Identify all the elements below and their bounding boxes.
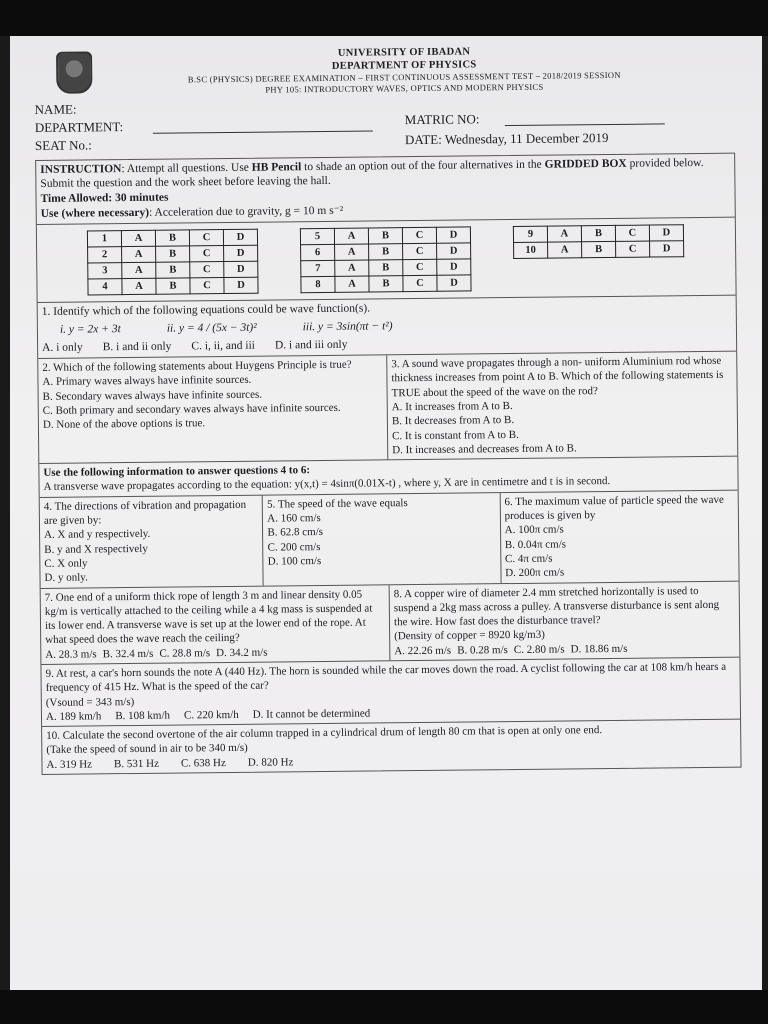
answer-grid-1-4 [87, 229, 259, 296]
candidate-info [35, 94, 736, 159]
instruction-block [36, 153, 735, 225]
grid-option-b[interactable]: B [368, 228, 402, 244]
info-heading: Use the following information to answer questions 4 to 6: [43, 464, 311, 480]
grid-option-a[interactable]: A [122, 262, 156, 278]
grid-option-b[interactable]: B [156, 278, 190, 294]
grid-option-d[interactable]: D [224, 277, 258, 293]
q5-option-d: D. 100 cm/s [267, 554, 322, 568]
q1-stem: 1. Identify which of the following equations could be wave function(s). [41, 302, 371, 319]
q8-density: (Density of copper = 8920 kg/m3) [394, 629, 545, 643]
gravity-note: : Acceleration due to gravity, g = 10 m s⁻² [149, 205, 344, 220]
q8-option-d: D. 18.86 m/s [570, 642, 628, 656]
answer-grid-9-10 [513, 224, 684, 259]
q6-option-a: A. 100π cm/s [504, 523, 564, 537]
department-underline [153, 130, 373, 133]
questions-7-8 [41, 581, 740, 665]
q8-option-c: C. 2.80 m/s [513, 643, 565, 656]
q10-option-b: B. 531 Hz [113, 757, 159, 770]
grid-num: 2 [88, 247, 122, 263]
q6-stem: 6. The maximum value of particle speed the wave produces is given by [504, 493, 724, 523]
q1-eq-i: i. y = 2x + 3t [59, 323, 121, 336]
grid-option-a[interactable]: A [121, 230, 155, 246]
grid-num: 8 [301, 277, 335, 293]
matric-underline [505, 123, 665, 126]
date-label: DATE: Wednesday, 11 December 2019 [404, 129, 609, 147]
grid-option-a[interactable]: A [335, 276, 369, 292]
grid-option-c[interactable]: C [190, 262, 224, 278]
questions-4-6 [40, 490, 739, 588]
bottom-black-border [0, 990, 768, 1024]
q6-option-d: D. 200π cm/s [505, 566, 565, 580]
q7-options [45, 644, 385, 662]
grid-num: 4 [88, 279, 122, 295]
q10-option-a: A. 319 Hz [46, 758, 93, 771]
grid-option-d[interactable]: D [649, 225, 683, 241]
grid-option-d[interactable]: D [223, 229, 257, 245]
use-label: Use (where necessary) [40, 207, 150, 221]
instruction-text-1: : Attempt all questions. Use [121, 161, 252, 175]
grid-option-a[interactable]: A [122, 278, 156, 294]
grid-num: 1 [87, 231, 121, 247]
seat-label: SEAT No.: [34, 136, 92, 153]
grid-num: 10 [514, 242, 548, 258]
q8-options [394, 640, 735, 658]
grid-option-c[interactable]: C [615, 225, 649, 241]
q5-option-b: B. 62.8 cm/s [267, 526, 324, 539]
q10-given: (Take the speed of sound in air to be 340 m/s) [46, 742, 248, 757]
grid-option-c[interactable]: C [402, 228, 436, 244]
grid-num: 9 [513, 226, 547, 242]
grid-option-d[interactable]: D [437, 243, 471, 259]
q4-option-a: A. X and y respectively. [44, 528, 151, 542]
department-label: DEPARTMENT: [34, 118, 124, 135]
instruction-label: INSTRUCTION [40, 162, 122, 176]
q8-option-a: A. 22.26 m/s [394, 644, 452, 657]
q3-option-d: D. It increases and decreases from A to B. [392, 442, 577, 457]
q1-option-c: C. i, ii, and iii [191, 339, 256, 353]
q4-option-d: D. y only. [44, 571, 88, 585]
grid-option-c[interactable]: C [189, 230, 223, 246]
exam-header [34, 43, 734, 98]
grid-option-a[interactable]: A [547, 226, 581, 242]
grid-option-a[interactable]: A [335, 260, 369, 276]
exam-sheet [34, 43, 742, 775]
q8-option-b: B. 0.28 m/s [457, 643, 508, 657]
grid-option-b[interactable]: B [369, 244, 403, 260]
exam-paper [10, 36, 762, 990]
q9-option-b: B. 108 km/h [115, 709, 171, 723]
grid-option-c[interactable]: C [403, 276, 437, 292]
grid-option-d[interactable]: D [437, 275, 471, 291]
q9-stem: 9. At rest, a car's horn sounds the note A (440 Hz). The horn is sounded while the car moves down the road. A cyclist following the car at 108 km/h hears a frequency of 415 Hz. What is the speed of the car? [45, 660, 727, 695]
grid-option-b[interactable]: B [155, 230, 189, 246]
grid-option-b[interactable]: B [156, 246, 190, 262]
info-text: A transverse wave propagates according to the equation: y(x,t) = 4sinπ(0.01X-t) , where y, X are in centimetre and t is in second. [43, 475, 611, 494]
grid-option-b[interactable]: B [369, 276, 403, 292]
grid-option-d[interactable]: D [224, 261, 258, 277]
question-1 [38, 296, 737, 359]
q1-option-d: D. i and iii only [274, 338, 348, 352]
hb-pencil-label: HB Pencil [251, 160, 302, 174]
instruction-text-3: provided below. Submit the question and the work sheet before leaving the hall. [40, 156, 704, 191]
q10-option-c: C. 638 Hz [180, 756, 226, 770]
grid-num: 5 [300, 229, 334, 245]
grid-option-b[interactable]: B [156, 262, 190, 278]
grid-option-d[interactable]: D [650, 241, 684, 257]
q10-option-d: D. 820 Hz [247, 756, 294, 769]
q9-given: (Vsound = 343 m/s) [45, 695, 135, 709]
grid-num: 6 [301, 245, 335, 261]
grid-num: 3 [88, 263, 122, 279]
grid-option-c[interactable]: C [403, 260, 437, 276]
q4-option-b: B. y and X respectively [44, 542, 148, 556]
grid-option-c[interactable]: C [190, 278, 224, 294]
grid-option-a[interactable]: A [122, 246, 156, 262]
q1-option-b: B. i and ii only [102, 340, 172, 354]
time-allowed: Time Allowed: 30 minutes [40, 191, 169, 206]
grid-option-b[interactable]: B [369, 260, 403, 276]
q1-eq-iii: iii. y = 3sin(πt − t²) [302, 320, 393, 334]
q2-stem: 2. Which of the following statements about Huygens Principle is true? [42, 358, 352, 374]
q4-option-c: C. X only [44, 557, 88, 570]
grid-num: 7 [301, 261, 335, 277]
q9-option-a: A. 189 km/h [45, 710, 102, 723]
q10-stem: 10. Calculate the second overtone of the air column trapped in a cylindrical drum of length 80 cm that is open at only one end. [46, 724, 603, 743]
grid-option-a[interactable]: A [335, 244, 369, 260]
q7-stem: 7. One end of a uniform thick rope of length 3 m and linear density 0.05 kg/m is vertically attached to the ceiling while a 4 kg mass is suspended at its lower end. A transverse wave is set up at the lower end of the rope. At what speed does the wave reach the ceiling? [44, 588, 373, 647]
questions-2-3 [38, 352, 737, 464]
q7-option-d: D. 34.2 m/s [216, 646, 268, 659]
q8-stem: 8. A copper wire of diameter 2.4 mm stretched horizontally is used to suspend a 2kg mass across a pulley. A transverse disturbance is sent along the wire. How fast does the disturbance travel? [393, 584, 720, 629]
instruction-text-2: to shade an option out of the four alternatives in the [301, 158, 545, 173]
q7-option-c: C. 28.8 m/s [159, 646, 211, 660]
name-label: NAME: [34, 101, 77, 117]
grid-option-b[interactable]: B [582, 242, 616, 258]
q2-option-a: A. Primary waves always have infinite sources. [42, 374, 252, 389]
question-8 [390, 581, 740, 660]
university-name: UNIVERSITY OF IBADAN [337, 46, 471, 59]
q2-option-b: B. Secondary waves always have infinite sources. [42, 388, 263, 403]
question-paper-frame [35, 152, 741, 775]
department-name: DEPARTMENT OF PHYSICS [331, 59, 477, 73]
exam-title: B.SC (PHYSICS) DEGREE EXAMINATION – FIRST CONTINUOUS ASSESSMENT TEST – 2018/2019 SESSION [187, 70, 621, 85]
question-10 [42, 720, 740, 774]
question-7 [41, 585, 391, 664]
q4-stem: 4. The directions of vibration and propagation are given by: [43, 498, 247, 527]
grid-option-c[interactable]: C [616, 241, 650, 257]
q9-option-c: C. 220 km/h [183, 708, 239, 722]
gridded-box-label: GRIDDED BOX [544, 157, 627, 171]
question-6 [500, 490, 738, 582]
grid-option-c[interactable]: C [190, 246, 224, 262]
grid-option-b[interactable]: B [581, 226, 615, 242]
q6-option-c: C. 4π cm/s [504, 552, 553, 566]
q2-option-d: D. None of the above options is true. [42, 417, 206, 432]
q5-option-a: A. 160 cm/s [267, 512, 321, 525]
q2-option-c: C. Both primary and secondary waves always have infinite sources. [42, 401, 341, 417]
question-4 [40, 495, 264, 587]
q3-option-b: B. It decreases from A to B. [391, 414, 515, 428]
q5-option-c: C. 200 cm/s [267, 540, 321, 554]
question-2 [38, 355, 388, 463]
q3-option-c: C. It is constant from A to B. [391, 428, 519, 442]
q5-stem: 5. The speed of the wave equals [267, 496, 408, 511]
grid-option-c[interactable]: C [403, 244, 437, 260]
question-3 [387, 352, 737, 460]
grid-option-a[interactable]: A [548, 242, 582, 258]
top-black-border [0, 0, 768, 36]
q6-option-b: B. 0.04π cm/s [504, 538, 567, 551]
q9-option-d: D. It cannot be determined [252, 707, 371, 721]
q1-eq-ii: ii. y = 4 / (5x − 3t)² [166, 321, 257, 335]
question-9 [41, 658, 740, 727]
q3-option-a: A. It increases from A to B. [391, 399, 513, 414]
matric-label: MATRIC NO: [404, 110, 480, 127]
grid-option-a[interactable]: A [334, 228, 368, 244]
q3-stem: 3. A sound wave propagates through a non- uniform Aluminium rod whose thickness increases from point A to B. Which of the following statements is TRUE about the speed of the wave on the rod? [391, 354, 724, 399]
answer-grid-5-8 [300, 227, 472, 294]
q1-option-a: A. i only [42, 341, 83, 355]
q7-option-a: A. 28.3 m/s [45, 648, 97, 661]
university-crest-icon [56, 51, 92, 93]
grid-option-d[interactable]: D [437, 259, 471, 275]
grid-option-d[interactable]: D [436, 227, 470, 243]
grid-option-d[interactable]: D [224, 245, 258, 261]
q7-option-b: B. 32.4 m/s [102, 647, 154, 661]
answer-grid-area [37, 218, 736, 303]
question-5 [263, 493, 501, 585]
course-title: PHY 105: INTRODUCTORY WAVES, OPTICS AND MODERN PHYSICS [265, 81, 544, 95]
